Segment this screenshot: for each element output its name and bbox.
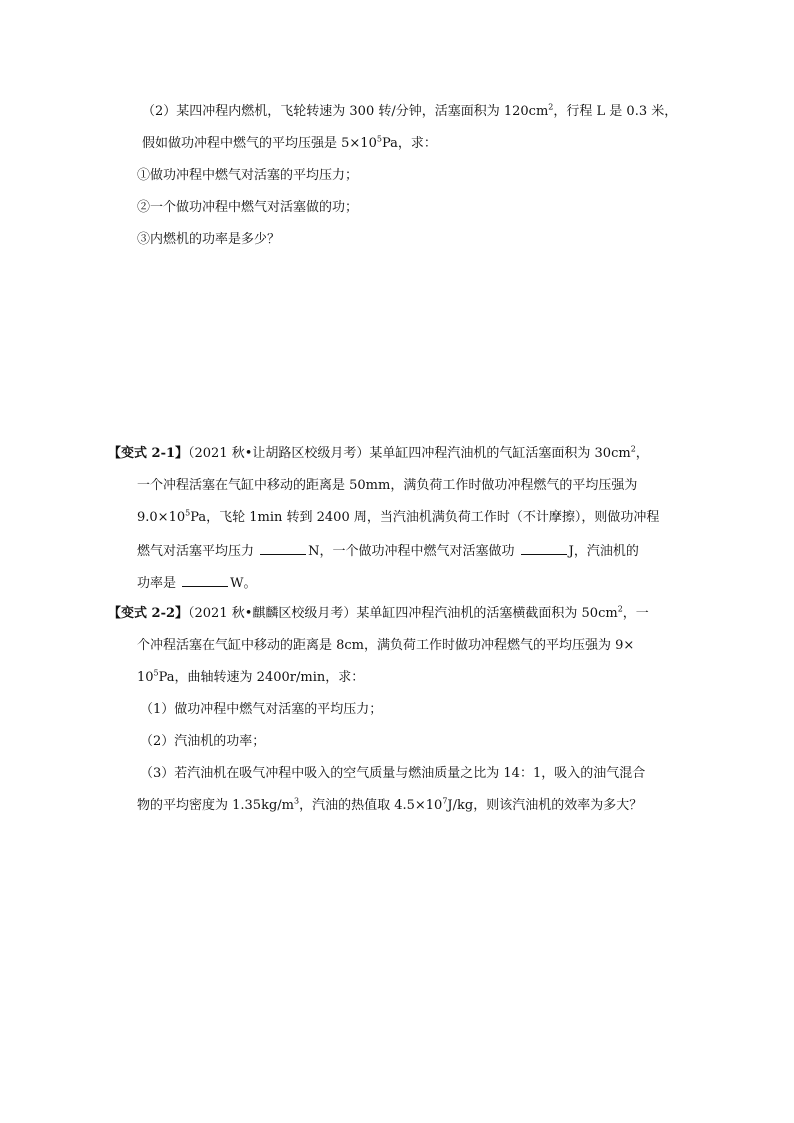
variant22-q3-sup2: 7 [442,796,448,806]
variant21-line4-text-b: N，一个做功冲程中燃气对活塞做功 [308,544,519,559]
problem2-line2-text-a: 假如做功冲程中燃气的平均压强是 5×10 [142,136,377,151]
answer-blank-work[interactable] [521,542,567,555]
variant22-line3 [137,670,364,686]
problem2-line1-text-a: （2）某四冲程内燃机，飞轮转速为 300 转/分钟，活塞面积为 120cm [142,104,549,119]
variant21-line3-text-a: 9.0×10 [137,510,186,525]
variant21-line1-sup: 2 [630,444,636,454]
problem2-question-2: ②一个做功冲程中燃气对活塞做的功； [137,200,359,215]
variant21-line1-text-a: （2021 秋•让胡路区校级月考）某单缸四冲程汽油机的气缸活塞面积为 30cm [188,446,631,461]
variant22-line3-text-b: Pa，曲轴转速为 2400r/min，求： [158,670,365,685]
variant21-line5 [137,574,257,592]
variant22-line1-sup: 2 [617,604,623,614]
problem2-line1-text-b: ，行程 L 是 0.3 米， [553,104,678,119]
variant21-line3-text-b: Pa，飞轮 1min 转到 2400 周，当汽油机满负荷工作时（不计摩擦），则做功冲程 [190,510,660,525]
variant21-line3 [137,510,659,526]
variant21-line4-text-a: 燃气对活塞平均压力 [137,544,259,559]
variant22-tag: 【变式 2-2】 [108,606,189,621]
variant22-q3-sup1: 3 [293,796,300,806]
problem2-line2-sup: 5 [376,134,382,144]
problem2-line1-sup: 2 [548,102,554,112]
variant21-line5-text-a: 功率是 [137,576,181,591]
variant22-question-3-line1: （3）若汽油机在吸气冲程中吸入的空气质量与燃油质量之比为 14：1，吸入的油气混合 [140,766,646,781]
variant22-q3-text-c: J/kg，则该汽油机的效率为多大？ [447,798,643,813]
variant22-line3-sup: 5 [153,668,159,678]
variant21-line4-text-c: J，汽油机的 [568,544,639,559]
variant22-question-2: （2）汽油机的功率； [140,734,266,749]
problem2-question-1: ①做功冲程中燃气对活塞的平均压力； [137,168,359,183]
variant22-line1-text-a: （2021 秋•麒麟区校级月考）某单缸四冲程汽油机的活塞横截面积为 50cm [188,606,618,621]
variant22-question-3-line2 [137,798,642,814]
variant21-line1 [108,446,649,462]
variant22-question-1: （1）做功冲程中燃气对活塞的平均压力； [140,702,383,717]
answer-blank-power[interactable] [182,574,228,587]
variant21-line4 [137,542,639,560]
variant22-q3-text-b: ，汽油的热值取 4.5×10 [299,798,443,813]
problem2-line2 [142,136,437,152]
variant21-line5-text-b: W。 [230,576,257,591]
variant22-line2: 个冲程活塞在气缸中移动的距离是 8cm，满负荷工作时做功冲程燃气的平均压强为 9× [137,638,635,653]
problem2-line1 [142,104,677,120]
answer-blank-force[interactable] [260,542,306,555]
problem2-question-3: ③内燃机的功率是多少？ [137,232,281,247]
variant22-line3-text-a: 10 [137,670,154,685]
variant22-line1 [108,606,649,622]
variant21-tag: 【变式 2-1】 [108,446,189,461]
variant21-line1-text-b: ， [635,446,649,461]
variant22-q3-text-a: 物的平均密度为 1.35kg/m [137,798,294,813]
variant21-line2: 一个冲程活塞在气缸中移动的距离是 50mm，满负荷工作时做功冲程燃气的平均压强为 [137,478,638,493]
variant21-line3-sup: 5 [185,508,191,518]
variant22-line1-text-b: ，一 [622,606,649,621]
problem2-line2-text-b: Pa，求： [381,136,437,151]
